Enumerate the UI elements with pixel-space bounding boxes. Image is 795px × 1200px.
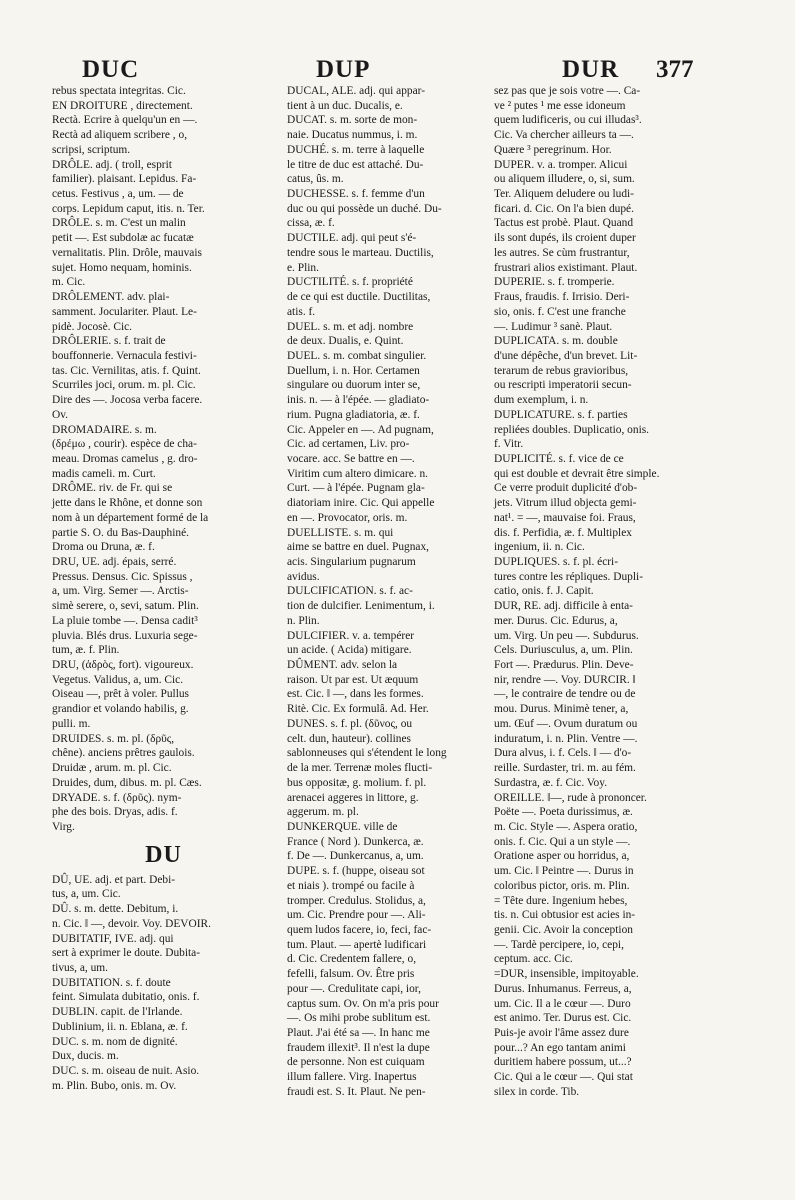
entry-line: d. Cic. Credentem fallere, o, bbox=[287, 953, 417, 966]
entry-line: jette dans le Rhône, et donne son bbox=[52, 497, 203, 510]
entry-line: Oiseau —, prêt à voler. Pullus bbox=[52, 688, 189, 701]
entry-line: catus, ûs. m. bbox=[287, 173, 344, 186]
entry-line: de personne. Non est cuiquam bbox=[287, 1056, 425, 1069]
entry-line: DULCIFICATION. s. f. ac- bbox=[287, 585, 413, 598]
entry-line: DUPERIE. s. f. tromperie. bbox=[494, 276, 615, 289]
entry-line: phe des bois. Dryas, adis. f. bbox=[52, 806, 178, 819]
entry-line: Rectà. Ecrire à quelqu'un en —. bbox=[52, 114, 198, 127]
entry-line: DUPLICATURE. s. f. parties bbox=[494, 408, 628, 421]
entry-line: DUPER. v. a. tromper. Alicui bbox=[494, 158, 628, 171]
entry-line: Droma ou Druna, æ. f. bbox=[52, 541, 155, 554]
entry-line: petit —. Est subdolæ ac fucatæ bbox=[52, 232, 194, 245]
entry-line: quem ludos facere, io, feci, fac- bbox=[287, 923, 432, 936]
entry-line: OREILLE. ‖—, rude à prononcer. bbox=[494, 791, 647, 804]
entry-line: Pressus. Densus. Cic. Spissus , bbox=[52, 570, 193, 583]
entry-line: =DUR, insensible, impitoyable. bbox=[494, 968, 639, 981]
entry-line: meau. Dromas camelus , g. dro- bbox=[52, 452, 198, 465]
entry-line: dis. f. Perfidia, æ. f. Multiplex bbox=[494, 526, 632, 539]
entry-line: DUCHESSE. s. f. femme d'un bbox=[287, 188, 425, 201]
section-heading: DU bbox=[145, 841, 182, 868]
entry-line: DUPE. s. f. (huppe, oiseau sot bbox=[287, 865, 425, 878]
entry-line: DUCTILITÉ. s. f. propriété bbox=[287, 276, 413, 289]
entry-line: DUCAL, ALE. adj. qui appar- bbox=[287, 85, 426, 97]
entry-line: DRU, (ἀδρὸς, fort). vigoureux. bbox=[52, 659, 194, 672]
dictionary-column-2 bbox=[287, 84, 512, 1100]
entry-line: DUCAT. s. m. sorte de mon- bbox=[287, 114, 418, 127]
entry-line: = Tête dure. Ingenium hebes, bbox=[494, 894, 628, 907]
entry-line: duc ou qui possède un duché. Du- bbox=[287, 202, 442, 215]
entry-line: qui est double et devrait être simple. bbox=[494, 467, 660, 480]
entry-line: frustrari alios existimant. Plaut. bbox=[494, 261, 638, 274]
running-head-right: DUR bbox=[562, 56, 620, 83]
entry-line: pidè. Jocosè. Cic. bbox=[52, 320, 133, 333]
entry-line: mer. Durus. Cic. Edurus, a, bbox=[494, 614, 618, 627]
entry-line: DÛ. s. m. dette. Debitum, i. bbox=[52, 903, 179, 916]
entry-line: Tactus est probè. Plaut. Quand bbox=[494, 217, 634, 230]
entry-line: tis. n. Cui obtusior est acies in- bbox=[494, 909, 636, 922]
entry-line: Dire des —. Jocosa verba facere. bbox=[52, 394, 203, 407]
entry-line: Ov. bbox=[52, 408, 69, 421]
entry-line: ficari. d. Cic. On l'a bien dupé. bbox=[494, 202, 634, 215]
entry-line: e. Plin. bbox=[287, 261, 319, 274]
entry-line: familier). plaisant. Lepidus. Fa- bbox=[52, 173, 197, 186]
entry-line: DRÔLERIE. s. f. trait de bbox=[52, 335, 166, 348]
entry-line: Ritè. Cic. Ex formulâ. Ad. Her. bbox=[287, 703, 429, 716]
entry-line: —. Ludimur ³ sanè. Plaut. bbox=[494, 320, 613, 333]
entry-line: aime se battre en duel. Pugnax, bbox=[287, 541, 430, 554]
entry-line: um. Virg. Un peu —. Subdurus. bbox=[494, 629, 639, 642]
entry-line: a, um. Virg. Semer —. Arctis- bbox=[52, 585, 189, 598]
entry-line: Durus. Inhumanus. Ferreus, a, bbox=[494, 982, 632, 995]
entry-line: grandior et volando habilis, g. bbox=[52, 703, 189, 716]
entry-line: ingenium, ii. n. Cic. bbox=[494, 541, 585, 554]
entry-line: DULCIFIER. v. a. tempérer bbox=[287, 629, 415, 642]
entry-line: Cic. Qui a le cœur —. Qui stat bbox=[494, 1071, 633, 1084]
entry-line: Cic. ad certamen, Liv. pro- bbox=[287, 438, 410, 451]
entry-line: um. Cic. Prendre pour —. Ali- bbox=[287, 909, 426, 922]
entry-line: Vegetus. Validus, a, um. Cic. bbox=[52, 673, 184, 686]
entry-line: tum, æ. f. Plin. bbox=[52, 644, 120, 657]
entry-line: fefelli, falsum. Ov. Être pris bbox=[287, 968, 415, 981]
entry-line: Cic. Appeler en —. Ad pugnam, bbox=[287, 423, 434, 436]
entry-line: naie. Ducatus nummus, i. m. bbox=[287, 129, 418, 142]
entry-line: feint. Simulata dubitatio, onis. f. bbox=[52, 991, 200, 1004]
entry-line: Fort —. Prædurus. Plin. Deve- bbox=[494, 659, 634, 672]
entry-line: samment. Joculariter. Plaut. Le- bbox=[52, 305, 197, 318]
entry-line: fraudem illexit³. Il n'est la dupe bbox=[287, 1041, 430, 1054]
entry-line: scripsi, scriptum. bbox=[52, 143, 131, 156]
entry-line: repliées doubles. Duplicatio, onis. bbox=[494, 423, 650, 436]
entry-line: rebus spectata integritas. Cic. bbox=[52, 85, 186, 97]
entry-line: d'une dépêche, d'un brevet. Lit- bbox=[494, 349, 638, 362]
entry-line: DUPLIQUES. s. f. pl. écri- bbox=[494, 556, 619, 568]
entry-line: DUCTILE. adj. qui peut s'é- bbox=[287, 232, 417, 245]
entry-line: atis. f. bbox=[287, 305, 316, 318]
entry-line: —, le contraire de tendre ou de bbox=[494, 688, 636, 701]
entry-line: Ter. Aliquem deludere ou ludi- bbox=[494, 188, 634, 201]
entry-line: Oratione asper ou horridus, a, bbox=[494, 850, 630, 863]
entry-line: DUNKERQUE. ville de bbox=[287, 820, 398, 833]
entry-line: Dura alvus, i. f. Cels. ‖ — d'o- bbox=[494, 747, 632, 760]
entry-line: n. Cic. ‖ —, devoir. Voy. DEVOIR. bbox=[52, 917, 211, 930]
entry-line: DROMADAIRE. s. m. bbox=[52, 423, 157, 436]
entry-line: Cic. Va chercher ailleurs ta —. bbox=[494, 129, 634, 142]
entry-line: terarum de rebus gravioribus, bbox=[494, 364, 629, 377]
entry-line: silex in corde. Tib. bbox=[494, 1085, 580, 1098]
entry-line: jets. Vitrum illud objecta gemi- bbox=[494, 497, 637, 510]
entry-line: Puis-je avoir l'âme assez dure bbox=[494, 1027, 629, 1039]
entry-line: DRÔME. riv. de Fr. qui se bbox=[52, 482, 173, 495]
entry-line: DRÔLE. s. m. C'est un malin bbox=[52, 217, 186, 230]
entry-line: DUBITATIF, IVE. adj. qui bbox=[52, 932, 174, 945]
entry-line: vocare. acc. Se battre en —. bbox=[287, 452, 415, 465]
entry-line: en —. Provocator, oris. m. bbox=[287, 511, 408, 524]
entry-line: tion de dulcifier. Lenimentum, i. bbox=[287, 600, 435, 613]
entry-line: m. Cic. bbox=[52, 276, 86, 289]
entry-line: duritiem habere possum, ut...? bbox=[494, 1056, 632, 1069]
entry-line: avidus. bbox=[287, 570, 320, 583]
entry-line: Viritim cum altero dimicare. n. bbox=[287, 467, 429, 480]
entry-line: Poëte —. Poeta durissimus, æ. bbox=[494, 806, 633, 819]
entry-line: nat¹. = —, mauvaise foi. Fraus, bbox=[494, 511, 636, 524]
entry-line: Quære ³ peregrinum. Hor. bbox=[494, 143, 612, 156]
entry-line: DUEL. s. m. combat singulier. bbox=[287, 349, 427, 362]
entry-line: un acide. ( Acida) mitigare. bbox=[287, 644, 412, 657]
entry-line: fraudi est. S. It. Plaut. Ne pen- bbox=[287, 1085, 426, 1098]
entry-line: tum. Plaut. — apertè ludificari bbox=[287, 938, 427, 951]
entry-line: arenacei aggeres in littore, g. bbox=[287, 791, 419, 804]
entry-line: ou rescripti imperatorii secun- bbox=[494, 379, 632, 392]
entry-line: Virg. bbox=[52, 820, 75, 833]
entry-line: um. Œuf —. Ovum duratum ou bbox=[494, 717, 638, 730]
entry-line: sablonneuses qui s'étendent le long bbox=[287, 747, 447, 760]
entry-line: bus oppositæ, g. molium. f. pl. bbox=[287, 776, 427, 789]
page-number: 377 bbox=[656, 56, 694, 83]
entry-line: Rectà ad aliquem scribere , o, bbox=[52, 129, 188, 142]
entry-line: (δρέμω , courir). espèce de cha- bbox=[52, 438, 197, 451]
entry-line: de deux. Dualis, e. Quint. bbox=[287, 335, 404, 348]
entry-line: coloribus pictor, oris. m. Plin. bbox=[494, 879, 630, 892]
entry-line: sujet. Homo nequam, hominis. bbox=[52, 261, 192, 274]
entry-line: France ( Nord ). Dunkerca, æ. bbox=[287, 835, 424, 848]
entry-line: chêne). anciens prêtres gaulois. bbox=[52, 747, 195, 760]
entry-line: nom à un département formé de la bbox=[52, 511, 209, 524]
entry-line: DUELLISTE. s. m. qui bbox=[287, 526, 394, 539]
entry-line: tures contre les répliques. Dupli- bbox=[494, 570, 643, 583]
entry-line: corps. Lepidum caput, itis. n. Ter. bbox=[52, 202, 205, 215]
entry-line: DUC. s. m. nom de dignité. bbox=[52, 1035, 178, 1048]
entry-line: um. Cic. ‖ Peintre —. Durus in bbox=[494, 865, 634, 878]
entry-line: DUBITATION. s. f. doute bbox=[52, 976, 171, 989]
entry-line: pluvia. Blés drus. Luxuria sege- bbox=[52, 629, 198, 642]
entry-line: sert à exprimer le doute. Dubita- bbox=[52, 947, 201, 960]
entry-line: catio, onis. f. J. Capit. bbox=[494, 585, 594, 598]
entry-line: Ce verre produit duplicité d'ob- bbox=[494, 482, 638, 495]
entry-line: Dublinium, ii. n. Eblana, æ. f. bbox=[52, 1020, 188, 1033]
entry-line: celt. dun, hauteur). collines bbox=[287, 732, 411, 745]
entry-line: DRUIDES. s. m. pl. (δρῦς, bbox=[52, 732, 175, 745]
entry-line: m. Cic. Style —. Aspera oratio, bbox=[494, 820, 638, 833]
entry-line: DUPLICATA. s. m. double bbox=[494, 335, 618, 348]
entry-line: —. Os mihi probe sublitum est. bbox=[287, 1012, 431, 1025]
entry-line: Cels. Duriusculus, a, um. Plin. bbox=[494, 644, 633, 657]
entry-line: tas. Cic. Vernilitas, atis. f. Quint. bbox=[52, 364, 201, 377]
entry-line: DRYADE. s. f. (δρῦς). nym- bbox=[52, 791, 182, 804]
entry-line: Plaut. J'ai été sa —. In hanc me bbox=[287, 1027, 430, 1039]
entry-line: Scurriles joci, orum. m. pl. Cic. bbox=[52, 379, 196, 392]
entry-line: f. Vitr. bbox=[494, 438, 524, 451]
running-head-left: DUC bbox=[82, 56, 140, 83]
entry-line: acis. Singularium pugnarum bbox=[287, 556, 416, 568]
dictionary-column-1 bbox=[52, 84, 275, 1093]
entry-line: DRÔLE. adj. ( troll, esprit bbox=[52, 158, 172, 171]
entry-line: pulli. m. bbox=[52, 717, 91, 730]
entry-line: sio, onis. f. C'est une franche bbox=[494, 305, 626, 318]
entry-line: simè serere, o, sevi, satum. Plin. bbox=[52, 600, 199, 613]
entry-line: n. Plin. bbox=[287, 614, 320, 627]
entry-line: ceptum. acc. Cic. bbox=[494, 953, 573, 966]
entry-line: ve ² putes ¹ me esse idoneum bbox=[494, 99, 626, 112]
entry-line: sez pas que je sois votre —. Ca- bbox=[494, 85, 641, 97]
entry-line: ils sont dupés, ils croient duper bbox=[494, 232, 636, 245]
entry-line: Dux, ducis. m. bbox=[52, 1050, 119, 1063]
entry-line: raison. Ut par est. Ut æquum bbox=[287, 673, 419, 686]
entry-line: m. Plin. Bubo, onis. m. Ov. bbox=[52, 1079, 177, 1092]
entry-line: tivus, a, um. bbox=[52, 961, 109, 974]
running-head-middle: DUP bbox=[316, 56, 371, 83]
entry-line: nir, rendre —. Voy. DURCIR. ‖ bbox=[494, 673, 636, 686]
entry-line: DUPLICITÉ. s. f. vice de ce bbox=[494, 452, 624, 465]
entry-line: les autres. Se cùm frustrantur, bbox=[494, 246, 630, 259]
entry-line: DUEL. s. m. et adj. nombre bbox=[287, 320, 414, 333]
entry-line: f. De —. Dunkercanus, a, um. bbox=[287, 850, 424, 863]
entry-line: dum exemplum, i. n. bbox=[494, 394, 589, 407]
entry-line: Curt. — à l'épée. Pugnam gla- bbox=[287, 482, 425, 495]
entry-line: madis cameli. m. Curt. bbox=[52, 467, 156, 480]
entry-line: DUR, RE. adj. difficile à enta- bbox=[494, 600, 633, 613]
entry-line: reille. Surdaster, tri. m. au fém. bbox=[494, 762, 636, 775]
entry-line: bouffonnerie. Vernacula festivi- bbox=[52, 349, 197, 362]
entry-line: est. Cic. ‖ —, dans les formes. bbox=[287, 688, 424, 701]
entry-line: Druidæ , arum. m. pl. Cic. bbox=[52, 762, 172, 775]
entry-line: cetus. Festivus , a, um. — de bbox=[52, 188, 184, 201]
entry-line: induratum, i. n. Plin. Ventre —. bbox=[494, 732, 638, 745]
entry-line: est animo. Ter. Durus est. Cic. bbox=[494, 1012, 632, 1025]
entry-line: DUC. s. m. oiseau de nuit. Asio. bbox=[52, 1065, 200, 1077]
entry-line: um. Cic. Il a le cœur —. Duro bbox=[494, 997, 631, 1010]
entry-line: singulare ou duorum inter se, bbox=[287, 379, 421, 392]
entry-line: onis. f. Cic. Qui a un style —. bbox=[494, 835, 631, 848]
entry-line: inis. n. — à l'épée. — gladiato- bbox=[287, 394, 430, 407]
entry-line: illum fallere. Virg. Inapertus bbox=[287, 1071, 417, 1084]
entry-line: captus sum. Ov. On m'a pris pour bbox=[287, 997, 439, 1010]
entry-line: le titre de duc est attaché. Du- bbox=[287, 158, 424, 171]
entry-line: DRÔLEMENT. adv. plai- bbox=[52, 291, 170, 304]
entry-line: Fraus, fraudis. f. Irrisio. Deri- bbox=[494, 291, 630, 304]
entry-line: DÛMENT. adv. selon la bbox=[287, 659, 398, 672]
entry-line: La pluie tombe —. Densa cadit³ bbox=[52, 614, 198, 627]
entry-line: diatoriam inire. Cic. Qui appelle bbox=[287, 497, 435, 510]
entry-line: pour...? An ego tantam animi bbox=[494, 1041, 626, 1054]
entry-line: tromper. Credulus. Stolidus, a, bbox=[287, 894, 426, 907]
entry-line: de la mer. Terrenæ moles flucti- bbox=[287, 762, 433, 775]
entry-line: Druides, dum, dibus. m. pl. Cæs. bbox=[52, 776, 202, 789]
entry-line: DUNES. s. f. pl. (δῦνος, ou bbox=[287, 717, 413, 730]
entry-line: quem ludificeris, ou cui illudas³. bbox=[494, 114, 642, 127]
entry-line: partie S. O. du Bas-Dauphiné. bbox=[52, 526, 189, 539]
entry-line: vernalitatis. Plin. Drôle, mauvais bbox=[52, 246, 202, 259]
dictionary-column-3 bbox=[494, 84, 706, 1100]
entry-line: genii. Cic. Avoir la conception bbox=[494, 923, 633, 936]
entry-line: cissa, æ. f. bbox=[287, 217, 335, 230]
entry-line: rium. Pugna gladiatoria, æ. f. bbox=[287, 408, 420, 421]
entry-line: Surdastra, æ. f. Cic. Voy. bbox=[494, 776, 608, 789]
entry-line: tendre sous le marteau. Ductilis, bbox=[287, 246, 434, 259]
entry-line: et niais ). trompé ou facile à bbox=[287, 879, 415, 892]
entry-line: de ce qui est ductile. Ductilitas, bbox=[287, 291, 431, 304]
entry-line: aggerum. m. pl. bbox=[287, 806, 359, 819]
entry-line: —. Tardè percipere, io, cepi, bbox=[494, 938, 624, 951]
entry-line: tus, a, um. Cic. bbox=[52, 888, 121, 901]
entry-line: mou. Durus. Minimè tener, a, bbox=[494, 703, 629, 716]
entry-line: DUBLIN. capit. de l'Irlande. bbox=[52, 1006, 183, 1019]
entry-line: ou aliquem illudere, o, si, sum. bbox=[494, 173, 635, 186]
entry-line: DUCHÉ. s. m. terre à laquelle bbox=[287, 143, 425, 156]
entry-line: DRU, UE. adj. épais, serré. bbox=[52, 556, 177, 568]
entry-line: pour —. Credulitate capi, ior, bbox=[287, 982, 421, 995]
entry-line: tient à un duc. Ducalis, e. bbox=[287, 99, 403, 112]
entry-line: DÛ, UE. adj. et part. Debi- bbox=[52, 873, 176, 886]
entry-line: EN DROITURE , directement. bbox=[52, 99, 193, 112]
entry-line: Duellum, i. n. Hor. Certamen bbox=[287, 364, 420, 377]
